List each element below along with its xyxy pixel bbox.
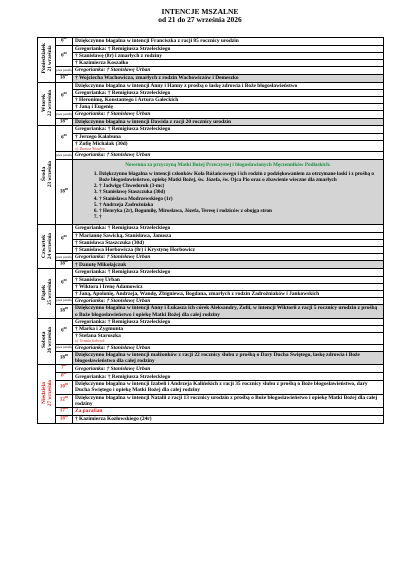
mass-intention: Gregorianka: † Stanisławę Urban <box>73 298 384 305</box>
time-cell-outside: poza parafią <box>56 152 73 159</box>
table-row <box>38 269 384 276</box>
mass-intention: † Wojciecha Wachowicza, zmarłych z rodzin Wachowiczów i Demeszko <box>73 74 384 82</box>
time-cell: $6^{00}$ <box>56 126 73 152</box>
time-cell: $6^{00}$ <box>56 82 73 111</box>
table-row <box>38 82 384 89</box>
time-cell-outside: poza parafią <box>56 344 73 351</box>
table-row <box>38 38 384 46</box>
time-cell: $7^{00}$ <box>56 365 73 373</box>
table-row <box>38 305 384 318</box>
mass-intention: Gregorianka: † Stanisławę Urban <box>73 152 384 159</box>
mass-intention: Gregorianka: † Remigiusza Strzeleckiego <box>73 45 384 52</box>
table-row <box>38 126 384 133</box>
table-row <box>38 247 384 254</box>
table-row <box>38 394 384 407</box>
day-name: Piątek <box>40 284 47 301</box>
day-cell-tuesday <box>38 82 56 126</box>
novena-item: 7. † <box>99 214 381 220</box>
table-row <box>38 67 384 74</box>
page-subtitle: od 21 do 27 września 2026 <box>158 15 242 24</box>
day-cell-sunday <box>38 365 56 423</box>
time-cell-outside: poza parafią <box>56 254 73 261</box>
table-row <box>38 53 384 60</box>
mass-intention: Za parafian <box>73 407 384 415</box>
day-cell-wednesday <box>38 126 56 225</box>
novena-item: 6. † Henryka (2r), Bogumiłę, Mirosława, Józefa, Teresę i rodziców z obojga stron <box>99 208 381 214</box>
time-cell: $18^{00}$ <box>56 415 73 423</box>
time-cell: $8^{00}$ <box>56 373 73 381</box>
table-row <box>38 261 384 269</box>
mass-intention: Dziękczynno błagalna w intencji małżonków z racji 22 rocznicy ślubu z prośbą o Dary Ducha Świętego, łaskę zdrowia i Boże błogosławieństwo dla całej rodziny <box>73 351 384 364</box>
time-cell: $6^{00}$ <box>56 225 73 254</box>
offerer-note: of. Urszula Sołeczak <box>75 339 105 344</box>
table-row <box>38 60 384 67</box>
day-date: 22 września <box>46 89 53 116</box>
page-header <box>0 8 400 24</box>
novena-block <box>73 159 384 225</box>
time-cell: $12^{00}$ <box>56 394 73 407</box>
day-cell-thursday <box>38 225 56 269</box>
mass-intention: † Stanisławę Urban <box>73 276 384 283</box>
time-cell: $6^{00}$ <box>56 269 73 298</box>
day-cell-saturday <box>38 318 56 365</box>
page-title: INTENCJE MSZALNE <box>161 7 239 16</box>
table-row <box>38 96 384 103</box>
time-cell: $10^{00}$ <box>56 381 73 394</box>
time-cell: $18^{00}$ <box>56 74 73 82</box>
time-cell-outside: poza parafią <box>56 298 73 305</box>
mass-intention: Gregorianka: † Remigiusza Strzeleckiego <box>73 373 384 381</box>
mass-intention: † Janą i Eugenię <box>73 104 384 111</box>
table-row <box>38 333 384 345</box>
table-row <box>38 276 384 283</box>
time-cell: $18^{00}$ <box>56 351 73 364</box>
table-row <box>38 283 384 290</box>
table-row <box>38 232 384 239</box>
table-row <box>38 239 384 246</box>
mass-intention: † Zofię Michalak (30d) of. Dariusz Nikodym <box>73 140 384 152</box>
time-cell-outside: poza parafią <box>56 67 73 74</box>
day-date: 23 września <box>46 161 53 188</box>
table-row <box>38 45 384 52</box>
table-row <box>38 225 384 232</box>
time-cell: $18^{00}$ <box>56 159 73 225</box>
table-row <box>38 111 384 118</box>
mass-intention: † Wiktora i Irenę Adamowicz <box>73 283 384 290</box>
day-name: Poniedziałek <box>40 43 47 74</box>
mass-intention: Dziękczynno błagalna w intencji Franciszka z racji 85 rocznicy urodzin <box>73 38 384 46</box>
table-row <box>38 298 384 305</box>
novena-title: Nowenna za przyczyną Matki Bożej Przeczystej i błogosławionych Męczenników Podlaskich: <box>125 161 331 168</box>
table-row <box>38 159 384 225</box>
day-name: Środa <box>40 167 47 182</box>
day-date: 26 września <box>46 327 53 354</box>
table-row <box>38 325 384 332</box>
mass-intention: Gregorianka: † Stanisławę Urban <box>73 67 384 74</box>
mass-intention: Gregorianka: † Stanisławę Urban <box>73 254 384 261</box>
time-cell: $18^{00}$ <box>56 261 73 269</box>
table-row <box>38 365 384 373</box>
novena-item: 3. † Stanisławę Staszczuka (30d) <box>99 189 381 195</box>
offerer-note: of. Dariusz Nikodym <box>75 147 105 152</box>
mass-intention: † Marka i Zygmunta <box>73 325 384 332</box>
table-row <box>38 344 384 351</box>
mass-intention: Gregorianka: † Stanisławę Urban <box>73 365 384 373</box>
novena-item: 5. † Andrzeja Zadrożniaka <box>99 202 381 208</box>
table-row <box>38 407 384 415</box>
mass-intention: Gregorianka: † Remigiusza Strzeleckiego <box>73 318 384 325</box>
day-name: Wtorek <box>40 93 47 112</box>
time-cell: $17^{00}$ <box>56 407 73 415</box>
mass-intention: Dziękczynno błagalna w intencji Anny i Hanny z prośbą o łaskę zdrowia i Boże błogosławieństwo <box>73 82 384 89</box>
mass-intention: Dziękczynno błagalna w intencji Natalii z racji 13 rocznicy urodzin z prośbą o Boże błogosławieństwo i opiekę Matki Bożej dla całej rodziny <box>73 394 384 407</box>
novena-list <box>91 171 381 221</box>
time-cell: $6^{00}$ <box>56 318 73 344</box>
intentions-table <box>37 37 384 424</box>
mass-intention: † Danutę Mikołajczuk <box>73 261 384 269</box>
mass-intention: Gregorianka: † Remigiusza Strzeleckiego <box>73 269 384 276</box>
mass-intention: † Stanisławę (8r) i zmarłych z rodziny <box>73 53 384 60</box>
day-name: Czwartek <box>40 234 47 258</box>
mass-intention: † Stefana Staruszka of. Urszula Sołeczak <box>73 333 384 345</box>
time-cell: $6^{00}$ <box>56 38 73 46</box>
day-date: 24 września <box>46 232 53 259</box>
table-row <box>38 74 384 82</box>
day-date: 25 września <box>46 279 53 306</box>
mass-intention: Gregorianka: † Remigiusza Strzeleckiego <box>73 126 384 133</box>
mass-intention: † Kazimierza Koszałko <box>73 60 384 67</box>
table-row <box>38 140 384 152</box>
table-row <box>38 373 384 381</box>
mass-intention: Gregorianka: † Stanisławę Urban <box>73 344 384 351</box>
table-row <box>38 290 384 297</box>
mass-intention: Gregorianka: † Stanisławę Urban <box>73 111 384 118</box>
table-row <box>38 415 384 423</box>
novena-item: 4. † Stanisława Modrzewskiego (1r) <box>99 196 381 202</box>
novena-item: 1. Dziękczynno błagalna w intencji członków Koła Różańcowego i ich rodzin z podziękowaniem za otrzymane łaski i z prośbą o Boże błogosławieństwo, opiekę Matki Bożej, św. Józefa, św. Ojca Pio oraz o zbawienie wieczne dla zmarłych <box>99 171 381 183</box>
table-row <box>38 152 384 159</box>
day-cell-monday <box>38 38 56 83</box>
mass-intention: † Heronimę, Konstantego i Artura Gałeckich <box>73 96 384 103</box>
day-name: Sobota <box>40 332 47 349</box>
mass-intention: Gregorianka: † Remigiusza Strzeleckiego <box>73 225 384 232</box>
mass-intention: † Mariannę Sawicką, Stanisława, Janusza <box>73 232 384 239</box>
day-name: Niedziela <box>40 381 47 404</box>
table-row <box>38 381 384 394</box>
mass-intention: Dziękczynno błagalna w intencji Anny i Łukasza ich córek Aleksandry, Zofii, w intencji Wiktorii z racji 5 rocznicy urodzin z prośbą o Boże błogosławieństwo i opiekę Matki Bożej dla całej rodziny <box>73 305 384 318</box>
novena-item: 2. † Jadwigę Chwedoruk (3-mc) <box>99 183 381 189</box>
time-cell-outside: poza parafią <box>56 111 73 118</box>
mass-intention: † Janą, Apolonię, Andrzeja, Wandę, Zbigniewa, Bogdana, zmarłych z rodzin Zadrożniaków i Jankowskich <box>73 290 384 297</box>
mass-intention: † Kazimierza Kozłowskiego (24r) <box>73 415 384 423</box>
table-row <box>38 89 384 96</box>
time-cell: $6^{00}$ <box>56 45 73 67</box>
mass-intention: † Stanisława Horbowicza (8r) i Krystynę Horbowicz <box>73 247 384 254</box>
table-row <box>38 318 384 325</box>
day-date: 27 września <box>46 379 53 406</box>
table-row <box>38 104 384 111</box>
day-date: 21 września <box>46 45 53 72</box>
table-row <box>38 133 384 140</box>
table-row <box>38 118 384 126</box>
mass-intention: Dziękczynno błagalna w intencji Izabeli i Andrzeja Kalińskich z racji 35 rocznicy ślubu z prośbą o Boże błogosławieństwo, dary Ducha Świętego i opiekę Matki Bożej dla całej rodziny <box>73 381 384 394</box>
mass-intention: Gregorianka: † Remigiusza Strzeleckiego <box>73 89 384 96</box>
mass-intention: Dziękczynno błagalna w intencji Dawida z racji 20 rocznicy urodzin <box>73 118 384 126</box>
day-cell-friday <box>38 269 56 318</box>
time-cell: $18^{00}$ <box>56 305 73 318</box>
table-row <box>38 351 384 364</box>
table-row <box>38 254 384 261</box>
time-cell: $18^{00}$ <box>56 118 73 126</box>
mass-intention: † Stanisława Staszczuka (30d) <box>73 239 384 246</box>
mass-intention: † Jerzego Kałabuna <box>73 133 384 140</box>
